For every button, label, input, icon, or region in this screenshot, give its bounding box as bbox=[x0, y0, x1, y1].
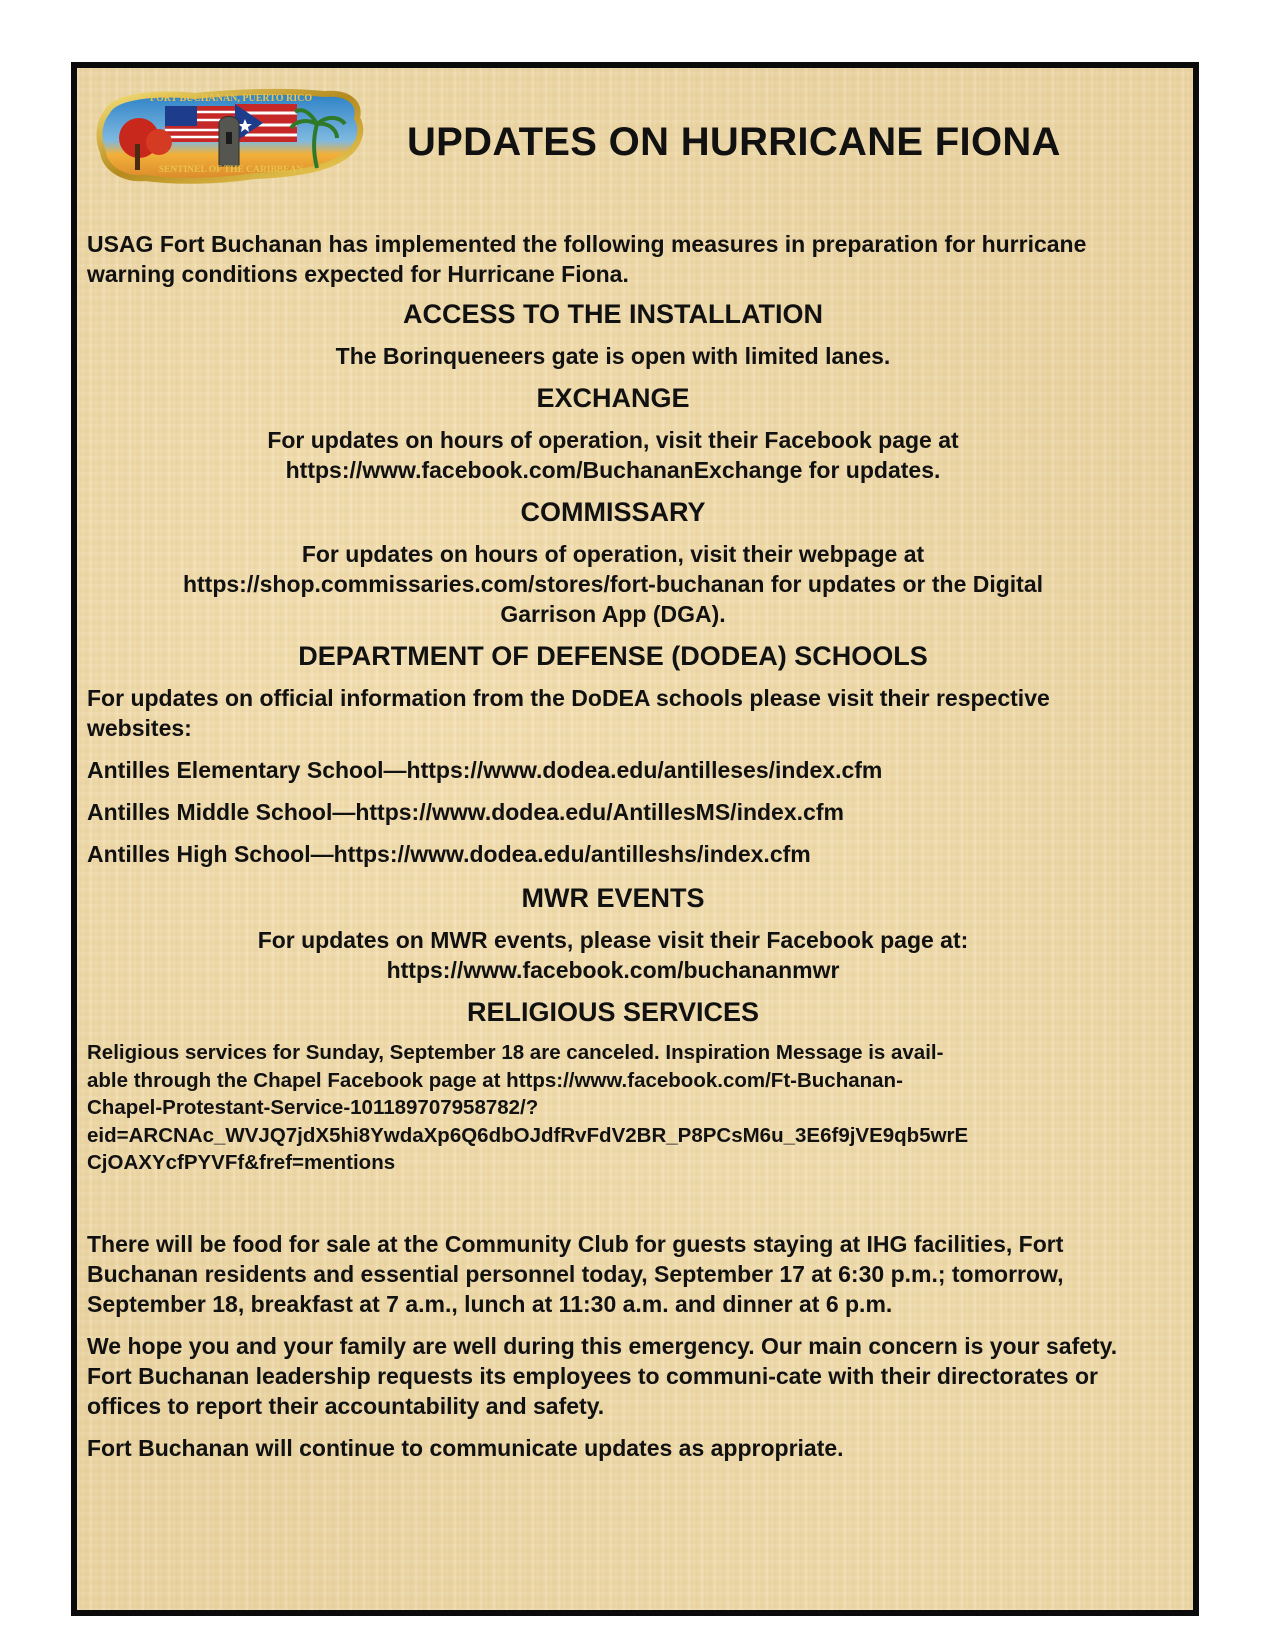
mwr-link[interactable]: https://www.facebook.com/buchananmwr bbox=[386, 957, 840, 983]
safety-text: We hope you and your family are well during this emergency. Our main concern is your safety. Fort Buchanan leadership requests its employees to communi-cate with their directorates or offices to report their accountability and safety. bbox=[87, 1332, 1118, 1419]
content bbox=[87, 228, 1139, 1463]
logo-bottom-text: SENTINEL OF THE CARIBBEAN bbox=[158, 165, 304, 175]
closing-text: Fort Buchanan will continue to communicate updates as appropriate. bbox=[87, 1434, 844, 1461]
mwr-heading: MWR EVENTS bbox=[521, 883, 705, 913]
religious-text-1: Religious services for Sunday, September 18 are canceled. Inspiration Message is avail- bbox=[87, 1041, 944, 1064]
exchange-heading: EXCHANGE bbox=[536, 383, 690, 413]
religious-link-2[interactable]: eid=ARCNAc_WVJQ7jdX5hi8YwdaXp6Q6dbOJdfRvFdV2BR_P8PCsM6u_3E6f9jVE9qb5wrE bbox=[87, 1123, 969, 1147]
exchange-text-1: For updates on hours of operation, visit their Facebook page at bbox=[267, 427, 959, 453]
school-link-middle[interactable]: Antilles Middle School—https://www.dodea.edu/AntillesMS/index.cfm bbox=[87, 799, 844, 825]
religious-text-2: able through the Chapel Facebook page at https://www.facebook.com/Ft-Buchanan- bbox=[87, 1068, 903, 1092]
access-text: The Borinqueneers gate is open with limited lanes. bbox=[335, 343, 891, 369]
religious-heading: RELIGIOUS SERVICES bbox=[466, 997, 760, 1027]
school-link-high[interactable]: Antilles High School—https://www.dodea.edu/antilleshs/index.cfm bbox=[87, 841, 811, 867]
commissary-heading: COMMISSARY bbox=[520, 497, 706, 527]
access-heading: ACCESS TO THE INSTALLATION bbox=[402, 299, 823, 329]
commissary-text-1: For updates on hours of operation, visit their webpage at bbox=[301, 541, 925, 567]
commissary-link[interactable]: https://shop.commissaries.com/stores/fort-buchanan for updates or the Digital bbox=[182, 571, 1044, 597]
school-link-elementary[interactable]: Antilles Elementary School—https://www.dodea.edu/antilleses/index.cfm bbox=[87, 757, 883, 783]
dodea-text: For updates on official information from the DoDEA schools please visit their respective websites: bbox=[87, 685, 1050, 741]
commissary-text-3: Garrison App (DGA). bbox=[500, 601, 726, 627]
fort-buchanan-logo bbox=[95, 82, 367, 190]
page-title: UPDATES ON HURRICANE FIONA bbox=[407, 120, 1061, 164]
food-text: There will be food for sale at the Community Club for guests staying at IHG facilities, Fort Buchanan residents and essential personnel today, September 17 at 6:30 p.m.; tomorrow, September 18, breakfast at 7 a.m., lunch at 11:30 a.m. and dinner at 6 p.m. bbox=[87, 1230, 1064, 1317]
religious-link-3[interactable]: CjOAXYcfPYVFf&fref=mentions bbox=[87, 1151, 396, 1174]
exchange-link[interactable]: https://www.facebook.com/BuchananExchange for updates. bbox=[285, 457, 941, 483]
religious-link-1[interactable]: Chapel-Protestant-Service-101189707958782/? bbox=[87, 1096, 539, 1119]
flyer bbox=[71, 62, 1199, 1616]
dodea-heading: DEPARTMENT OF DEFENSE (DODEA) SCHOOLS bbox=[298, 641, 928, 671]
mwr-text-1: For updates on MWR events, please visit their Facebook page at: bbox=[257, 927, 969, 953]
logo-top-text: FORT BUCHANAN, PUERTO RICO bbox=[149, 93, 313, 104]
intro-text: USAG Fort Buchanan has implemented the following measures in preparation for hurricane warning conditions expected for Hurricane Fiona. bbox=[87, 231, 1087, 287]
